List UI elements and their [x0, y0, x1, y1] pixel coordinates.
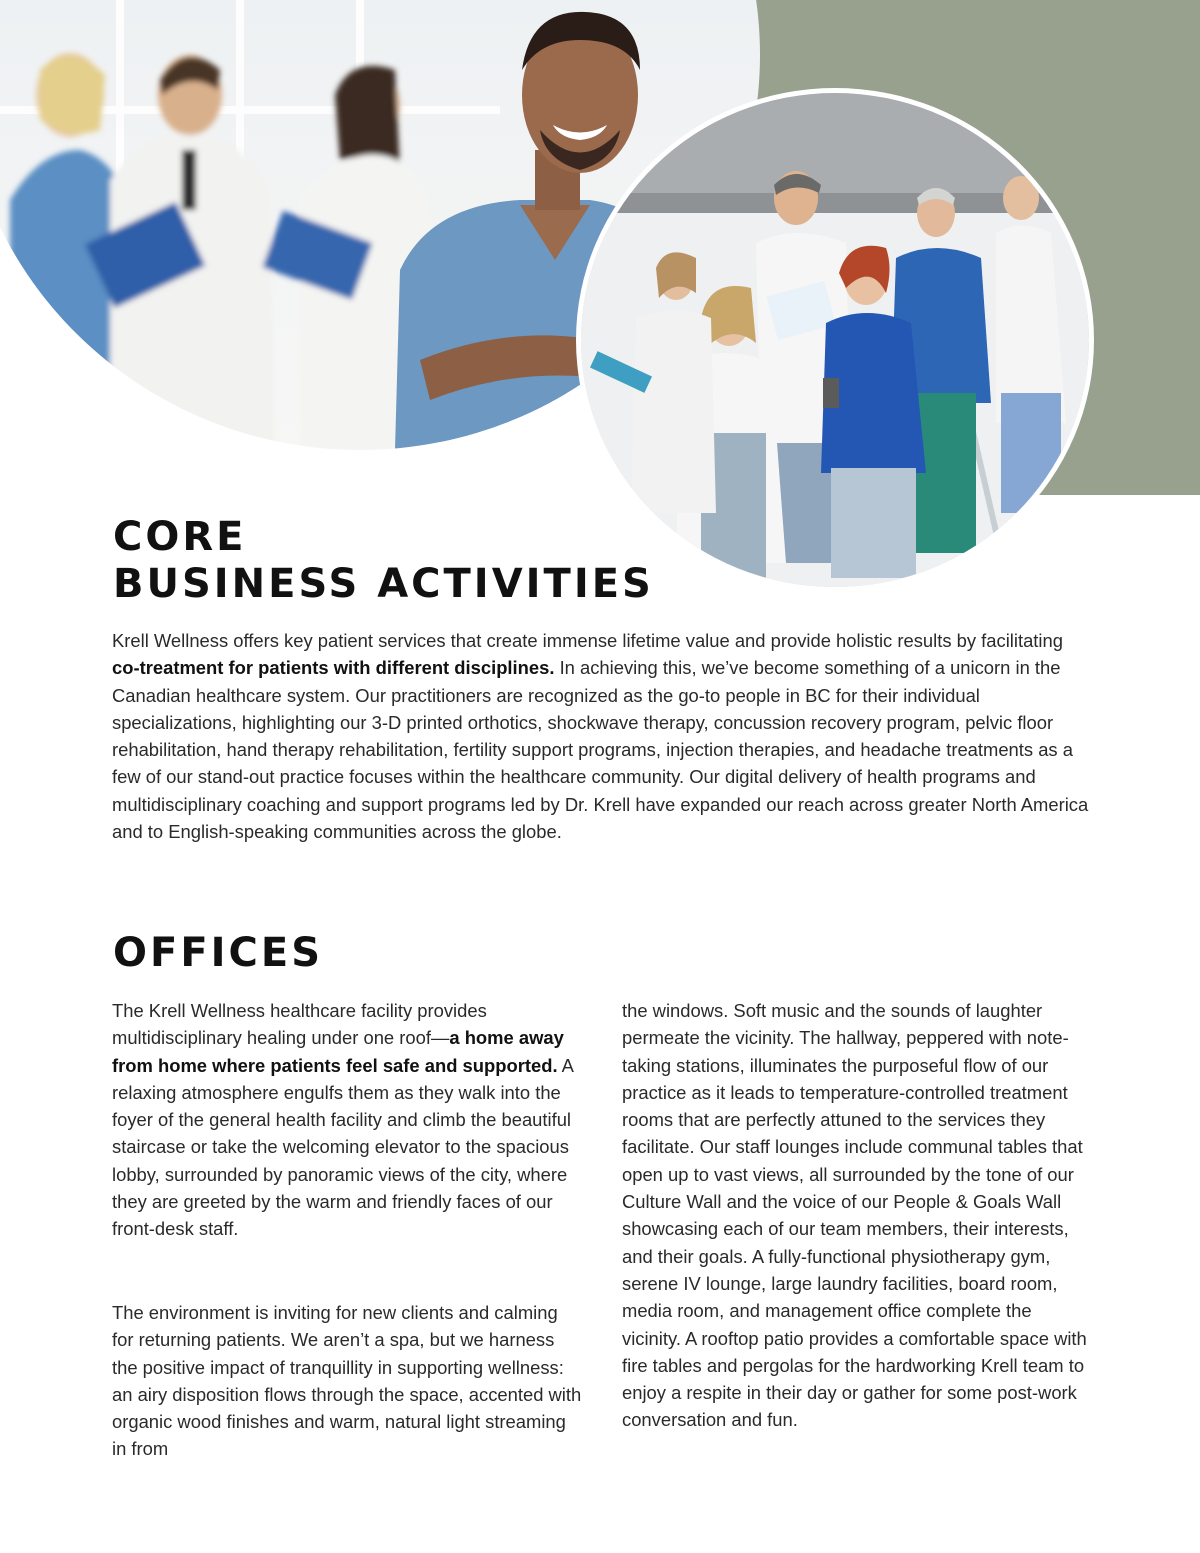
offices-paragraph-1 — [112, 997, 582, 1243]
team-photo-illustration — [581, 93, 1094, 592]
offices-p1-part2: A relaxing atmosphere engulfs them as they walk into the foyer of the general health facility and climb the beautiful staircase or take the welcoming elevator to the spacious lobby, surrounded by panoramic views of the city, where they are greeted by the warm and friendly faces of our front-desk staff. — [112, 1054, 573, 1240]
core-business-heading — [113, 514, 654, 608]
offices-p1-bold: a home away from home where patients feel safe and supported. — [112, 1027, 564, 1076]
core-business-paragraph — [112, 627, 1092, 845]
core-heading-line1: CORE — [113, 514, 247, 560]
offices-heading: OFFICES — [113, 930, 324, 976]
core-heading-line2: BUSINESS ACTIVITIES — [113, 561, 654, 607]
core-text-bold: co-treatment for patients with different disciplines. — [112, 657, 555, 679]
core-text-part2: In achieving this, we’ve become something of a unicorn in the Canadian healthcare system. Our practitioners are recognized as the go-to people in BC for their individual specializations, highlighting our 3-D printed orthotics, shockwave therapy, concussion recovery program, pelvic floor rehabilitation, hand therapy rehabilitation, fertility support programs, injection therapies, and headache treatments as a few of our stand-out practice focuses within the healthcare community. Our digital delivery of health programs and multidisciplinary coaching and support programs led by Dr. Krell have expanded our reach across greater North America and to English-speaking communities across the globe. — [112, 657, 1089, 843]
offices-paragraph-3: the windows. Soft music and the sounds of laughter permeate the vicinity. The hallway, peppered with note-taking stations, illuminates the purposeful flow of our practice as it leads to temperature-controlled treatment rooms that are perfectly attuned to the services they facilitate. Our staff lounges include communal tables that open up to vast views, all surrounded by the tone of our Culture Wall and the voice of our People & Goals Wall showcasing each of our team members, their interests, and their goals. A fully-functional physiotherapy gym, serene IV lounge, large laundry facilities, board room, media room, and management office complete the vicinity. A rooftop patio provides a comfortable space with fire tables and pergolas for the hardworking Krell team to enjoy a respite in their day or gather for some post-work conversation and fun. — [622, 1000, 1087, 1431]
offices-p1-part1: The Krell Wellness healthcare facility provides multidisciplinary healing under one roof— — [112, 1000, 487, 1049]
offices-paragraph-2: The environment is inviting for new clients and calming for returning patients. We aren’t a spa, but we harness the positive impact of tranquillity in supporting wellness: an airy disposition flows through the space, accented with organic wood finishes and warm, natural light streaming in from — [112, 1302, 582, 1460]
core-text-part1: Krell Wellness offers key patient services that create immense lifetime value and provide holistic results by facilitating — [112, 630, 1063, 651]
